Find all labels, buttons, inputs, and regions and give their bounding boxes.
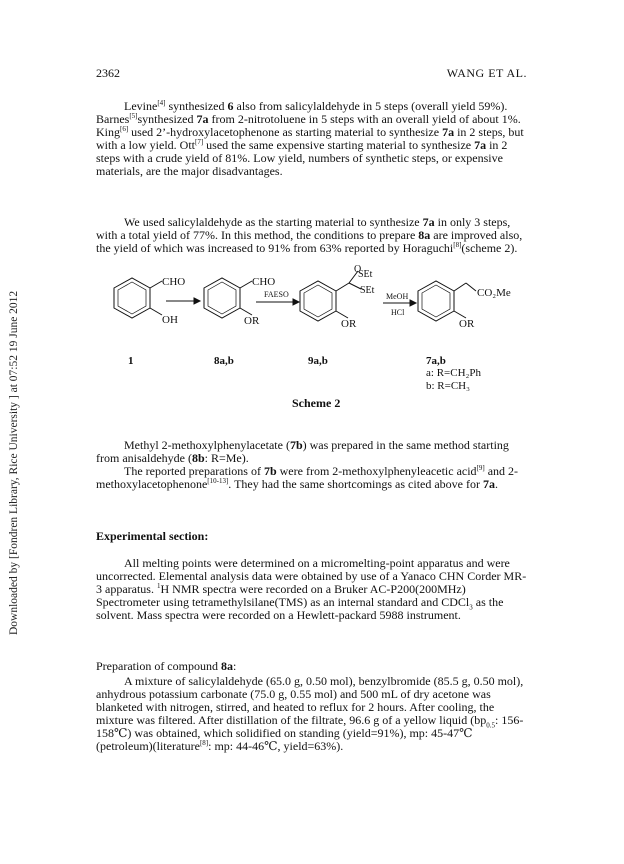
text: were from 2-methoxylphenyleacetic acid (276, 464, 477, 478)
set-label: SEt (358, 269, 373, 280)
set-label: SEt (360, 285, 375, 296)
text: : 156-158℃) was obtained, which solidified on standing (yield=91%), mp: 45-47℃ (petroleum)(literature (96, 713, 524, 753)
text: used 2’-hydroxylacetophenone as starting material to synthesize (128, 125, 443, 139)
scheme-caption: Scheme 2 (292, 396, 341, 410)
text: . (495, 477, 499, 491)
benzene-ring-1 (114, 278, 162, 318)
oh-label: OH (162, 314, 178, 326)
text: : R=Me). (204, 451, 249, 465)
text: synthesized (137, 112, 197, 126)
substituent-a: a: R=CH₂Ph (426, 367, 481, 379)
paragraph-3 (96, 439, 528, 465)
reagent-meoh: MeOH (386, 292, 409, 301)
paragraph-2 (96, 216, 528, 255)
text: in only 3 steps, with a total yield of 77%. In this method, the conditions to prepare (96, 215, 511, 242)
running-head: WANG ET AL. (446, 66, 527, 80)
text: ) was prepared in the same method starting from anisaldehyde ( (96, 438, 509, 465)
text: and 2-methoxylacetophenone (96, 464, 519, 491)
ref: [10-13] (207, 477, 229, 485)
compound-ref: 7a (196, 112, 209, 126)
text: : mp: 44-46℃, yield=63%). (208, 739, 344, 753)
section-heading: Experimental section: (96, 529, 209, 543)
ref: [6] (120, 125, 129, 133)
subsection-heading (96, 659, 236, 674)
text: synthesized (165, 99, 228, 113)
superscript: 1 (156, 582, 161, 590)
or-label: OR (341, 318, 357, 330)
paragraph-4 (96, 465, 528, 491)
paragraph-6 (96, 675, 528, 753)
text: Levine (124, 99, 158, 113)
text: H NMR spectra were recorded on a Bruker AC-P200(200MHz) Spectrometer using tetramethylsilane(TMS) as an internal standard and CDCl (96, 582, 470, 609)
text: The reported preparations of (124, 464, 264, 478)
co2me-label: CO₂Me (477, 287, 511, 299)
text: All melting points were determined on a micromelting-point apparatus and were uncorrected. Elemental analysis data were obtained by use of a Yanaco CHN Corder MR-3 apparatus. (96, 556, 527, 596)
compound-ref: 8a (220, 659, 233, 673)
page-number: 2362 (96, 66, 120, 80)
download-watermark: Downloaded by [Fondren Library, Rice University ] at 07:52 19 June 2012 (8, 290, 20, 635)
ref: [9] (476, 464, 485, 472)
ref: [4] (157, 99, 166, 107)
paragraph-1 (96, 100, 528, 178)
subscript: 3 (469, 603, 473, 612)
text: used the same expensive starting material to synthesize (203, 138, 475, 152)
text: from 2-nitrotoluene in 5 steps with an overall yield of about 1%. King (96, 112, 521, 139)
oxygen-label: O (354, 264, 362, 275)
text: . They had the same shortcomings as cited above for (228, 477, 484, 491)
paragraph-5 (96, 557, 528, 622)
compound-ref: 7b (289, 438, 303, 452)
compound-ref: 7a (442, 125, 455, 139)
compound-ref: 7a (474, 138, 487, 152)
text: A mixture of salicylaldehyde (65.0 g, 0.50 mol), benzylbromide (85.5 g, 0.50 mol), anhydrous potassium carbonate (75.0 g, 0.55 mol) and 500 mL of dry acetone was blanketed with nitrogen, stirred, and heated to reflux for 2 hours. After cooling, the mixture was filtered. After distillation of the filtrate, 96.6 g of a yellow liquid (bp (96, 674, 524, 727)
reagent-faeso: FAESO (264, 290, 289, 299)
compound-number: 9a,b (308, 355, 328, 367)
text: also from salicylaldehyde in 5 steps (overall yield 59%). Barnes (96, 99, 508, 126)
compound-ref: 8a (418, 228, 431, 242)
compound-ref: 8b (191, 451, 205, 465)
subscript: 0.5 (486, 721, 495, 730)
text: in 2 steps with a crude yield of 81%. Low yield, numbers of synthetic steps, or expensive materials, are the major disadvantages. (96, 138, 508, 178)
text: (scheme 2). (461, 241, 518, 255)
text: We used salicylaldehyde as the starting material to synthesize (124, 215, 423, 229)
ref: [8] (199, 739, 209, 747)
substituent-b: b: R=CH₃ (426, 380, 470, 392)
compound-number: 8a,b (214, 355, 234, 367)
text: as the solvent. Mass spectra were recorded on a Hewlett-packard 5988 instrument. (96, 595, 504, 622)
text: Methyl 2-methoxylphenylacetate ( (124, 438, 290, 452)
benzene-ring-7 (418, 281, 476, 321)
text: in 2 steps, but with a low yield. Ott (96, 125, 524, 152)
text: Preparation of compound (96, 659, 221, 673)
ref: [8] (453, 241, 462, 249)
or-label: OR (244, 315, 260, 327)
benzene-ring-8 (204, 278, 252, 318)
text: are improved also, the yield of which was increased to 91% from 63% reported by Horaguchi (96, 228, 523, 255)
compound-number: 1 (128, 355, 134, 367)
text: : (232, 659, 237, 673)
compound-ref: 7a (422, 215, 435, 229)
compound-ref: 6 (227, 99, 234, 113)
reagent-hcl: HCl (391, 308, 405, 317)
ref: [7] (195, 138, 204, 146)
ref: [5] (129, 112, 138, 120)
compound-ref: 7b (263, 464, 277, 478)
compound-ref: 7a (483, 477, 496, 491)
or-label: OR (459, 318, 475, 330)
cho-label: CHO (252, 276, 276, 288)
reaction-scheme (96, 263, 536, 433)
cho-label: CHO (162, 276, 186, 288)
compound-number: 7a,b (426, 355, 446, 367)
benzene-ring-9 (300, 271, 361, 321)
